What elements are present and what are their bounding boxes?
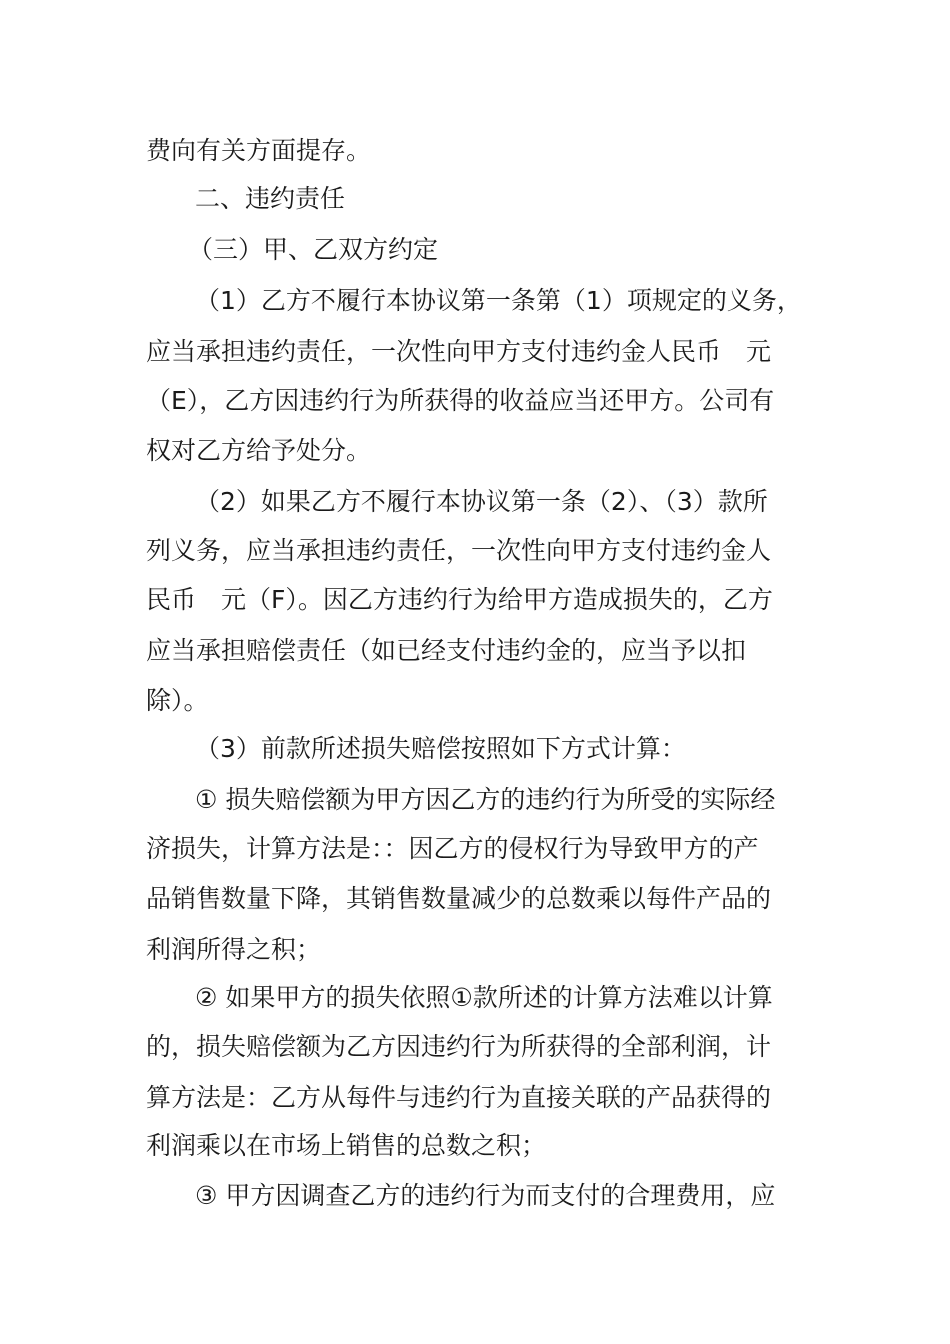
section-heading: 二、违约责任 xyxy=(195,184,346,213)
text-line: 应当承担违约责任，一次性向甲方支付违约金人民币 元 xyxy=(146,337,772,366)
text-line: ③ 甲方因调查乙方的违约行为而支付的合理费用，应 xyxy=(195,1181,776,1210)
text-line: 算方法是：乙方从每件与违约行为直接关联的产品获得的 xyxy=(146,1083,772,1112)
text-line: （1）乙方不履行本协议第一条第（1）项规定的义务， xyxy=(195,286,802,315)
text-line: 列义务，应当承担违约责任，一次性向甲方支付违约金人 xyxy=(146,536,772,565)
text-line: 除）。 xyxy=(146,686,209,715)
subsection-heading: （三）甲、乙双方约定 xyxy=(188,235,439,264)
text-line: （2）如果乙方不履行本协议第一条（2）、（3）款所 xyxy=(195,487,768,516)
text-line: 品销售数量下降，其销售数量减少的总数乘以每件产品的 xyxy=(146,884,772,913)
text-line: 权对乙方给予处分。 xyxy=(146,436,372,465)
text-line: 利润所得之积； xyxy=(146,935,322,964)
text-line: ① 损失赔偿额为甲方因乙方的违约行为所受的实际经 xyxy=(195,785,776,814)
text-line: 济损失，计算方法是：：因乙方的侵权行为导致甲方的产 xyxy=(146,834,759,863)
text-line: 利润乘以在市场上销售的总数之积； xyxy=(146,1131,547,1160)
text-line: 民币 元（F）。因乙方违约行为给甲方造成损失的，乙方 xyxy=(146,585,773,614)
text-line: （3）前款所述损失赔偿按照如下方式计算： xyxy=(195,734,686,763)
text-line: 应当承担赔偿责任（如已经支付违约金的，应当予以扣 xyxy=(146,636,747,665)
text-line: （E），乙方因违约行为所获得的收益应当还甲方。公司有 xyxy=(146,386,775,415)
text-line: ② 如果甲方的损失依照①款所述的计算方法难以计算 xyxy=(195,983,773,1012)
text-line: 费向有关方面提存。 xyxy=(146,136,372,165)
text-line: 的，损失赔偿额为乙方因违约行为所获得的全部利润，计 xyxy=(146,1032,772,1061)
